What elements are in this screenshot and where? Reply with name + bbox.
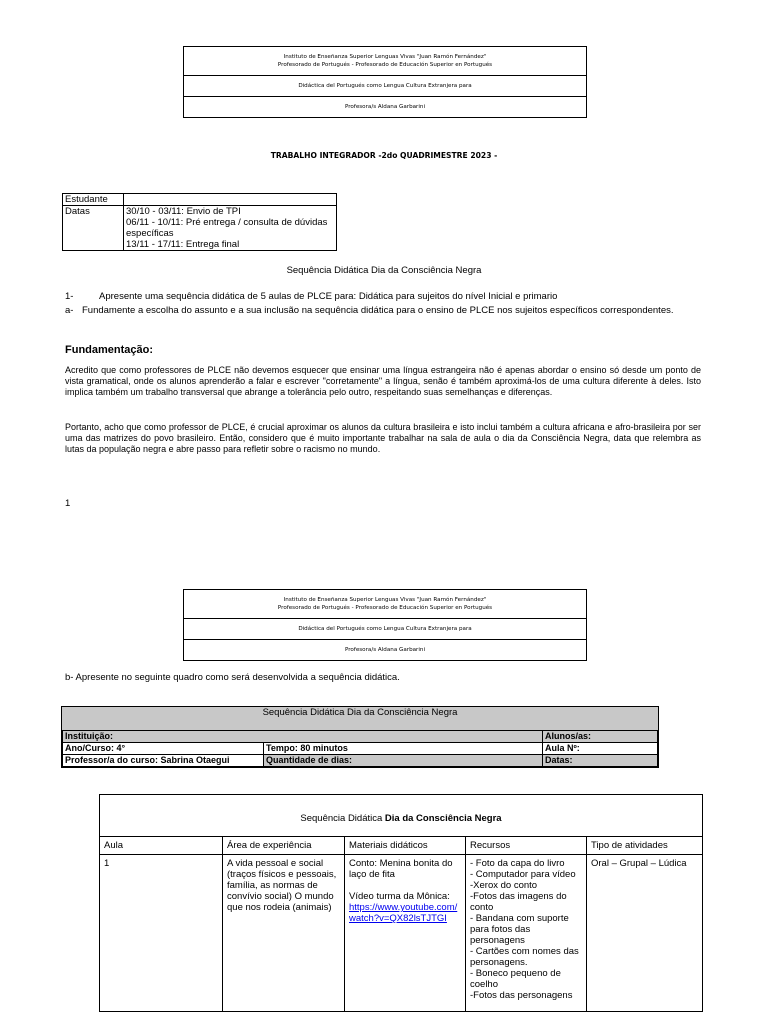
quantidade-cell: Quantidade de dias: (264, 755, 543, 767)
header-aula: Aula (100, 837, 223, 855)
date-item: 13/11 - 17/11: Entrega final (126, 239, 240, 250)
sequence-title-bold: Dia da Consciência Negra (384, 812, 502, 824)
sequence-table-title (100, 795, 703, 837)
instituicao-cell: Instituição: (63, 731, 543, 743)
resource-item: -Fotos das imagens do conto (470, 891, 567, 913)
table-row (100, 855, 703, 1012)
course-line: Didáctica del Portugués como Lengua Cultura Extranjera para (298, 626, 472, 632)
course-name (184, 76, 586, 97)
sequence-table (99, 794, 703, 1012)
professor-row (184, 97, 586, 116)
resource-item: - Foto da capa do livro (470, 858, 565, 869)
student-value (124, 194, 337, 206)
tempo-cell: Tempo: 80 minutos (264, 743, 543, 755)
fundamentacao-heading: Fundamentação: (65, 344, 154, 356)
cell-tipo: Oral – Grupal – Lúdica (587, 855, 703, 1012)
fundamentacao-paragraph-2: Portanto, acho que como professor de PLCE, é crucial aproximar os alunos da cultura brasileira e isto inclui também a cultura africana e afro-brasileira por ser uma das matrizes do povo brasileiro. Então, considero que é muito importante trabalhar na sala de aula o dia da Consciência Negra, data que relembra as lutas da população negra e abre passo para refletir sobre o racismo no mundo. (65, 422, 701, 454)
student-label: Estudante (63, 194, 124, 206)
item-1 (65, 291, 715, 302)
resource-item: - Bandana com suporte para fotos das personagens (470, 913, 569, 946)
sequence-info-table (61, 706, 659, 768)
institution-header (183, 46, 587, 118)
resource-item: -Xerox do conto (470, 880, 538, 891)
date-item: 30/10 - 03/11: Envio de TPI (126, 206, 241, 217)
alunos-cell: Alunos/as: (543, 731, 658, 743)
professor-line: Profesora/s Aldana Garbarini (344, 103, 426, 110)
header-recursos: Recursos (466, 837, 587, 855)
header-area: Área de experiência (223, 837, 345, 855)
institute-line-2: Profesorado de Portugués - Profesorado de Educación Superior en Portugués (277, 62, 493, 68)
video-link[interactable]: https://www.youtube.com/watch?v=QX82lsTJTGI (349, 902, 458, 924)
resource-item: - Cartões com nomes das personagens. (470, 946, 579, 968)
material-story: Conto: Menina bonita do laço de fita (349, 858, 453, 880)
date-item: 06/11 - 10/11: Pré entrega / consulta de dúvidas específicas (126, 217, 328, 239)
sequence-info-title: Sequência Didática Dia da Consciência Negra (262, 707, 458, 718)
cell-materiais (345, 855, 466, 1012)
institution-header-2 (183, 589, 587, 661)
cell-recursos (466, 855, 587, 1012)
item-a (65, 305, 705, 316)
item-a-text: Fundamente a escolha do assunto e a sua inclusão na sequência didática para o ensino de PLCE nos sujeitos específicos correspondentes. (82, 305, 674, 316)
cell-aula: 1 (100, 855, 223, 1012)
institute-line-1: Instituto de Enseñanza Superior Lenguas Vivas "Juan Ramón Fernández" (283, 54, 487, 60)
sequence-title-prefix: Sequência Didática (300, 812, 385, 824)
sequence-subtitle: Sequência Didática Dia da Consciência Negra (286, 265, 482, 276)
item-1-number: 1- (65, 291, 74, 302)
institute-line-1: Instituto de Enseñanza Superior Lenguas Vivas "Juan Ramón Fernández" (283, 597, 487, 603)
aula-n-cell: Aula Nº: (543, 743, 658, 755)
fundamentacao-paragraph-1: Acredito que como professores de PLCE não devemos esquecer que ensinar uma língua estrangeira não é apenas abordar o ensino só desde um ponto de vista gramatical, onde os alunos aprenderão a falar e escrever "corretamente" a língua, senão é também aproximá-los de uma cultura diferente à deles. Isto implica também um trabalho transversal que abrange a tolerância pelo outro, respeitando suas semelhanças e diferenças. (65, 365, 701, 397)
professor-course-cell: Professor/a do curso: Sabrina Otaegui (63, 755, 264, 767)
item-b: b- Apresente no seguinte quadro como será desenvolvida a sequência didática. (65, 672, 400, 683)
datas-cell: Datas: (543, 755, 658, 767)
header-tipo: Tipo de atividades (587, 837, 703, 855)
dates-label: Datas (63, 206, 124, 251)
professor-row (184, 640, 586, 659)
resource-item: -Fotos das personagens (470, 990, 573, 1001)
item-1-text: Apresente uma sequência didática de 5 aulas de PLCE para: Didática para sujeitos do nível Inicial e primario (99, 291, 558, 302)
course-name (184, 619, 586, 640)
material-video-label: Vídeo turma da Mônica: (349, 891, 450, 902)
institution-name (184, 47, 586, 76)
institute-line-2: Profesorado de Portugués - Profesorado de Educación Superior en Portugués (277, 605, 493, 611)
item-a-number: a- (65, 305, 74, 316)
page-title: TRABALHO INTEGRADOR -2do QUADRIMESTRE 2023 - (270, 151, 498, 160)
ano-curso-cell: Ano/Curso: 4° (63, 743, 264, 755)
course-line: Didáctica del Portugués como Lengua Cultura Extranjera para (298, 83, 472, 89)
resource-item: - Computador para vídeo (470, 869, 576, 880)
institution-name (184, 590, 586, 619)
page-number: 1 (65, 498, 71, 509)
dates-list (124, 206, 337, 251)
cell-area: A vida pessoal e social (traços físicos e pessoais, família, as normas de convívio social) O mundo que nos rodeia (animais) (223, 855, 345, 1012)
resource-item: - Boneco pequeno de coelho (470, 968, 561, 990)
student-info-table (62, 193, 337, 251)
professor-line: Profesora/s Aldana Garbarini (344, 646, 426, 653)
header-materiais: Materiais didáticos (345, 837, 466, 855)
